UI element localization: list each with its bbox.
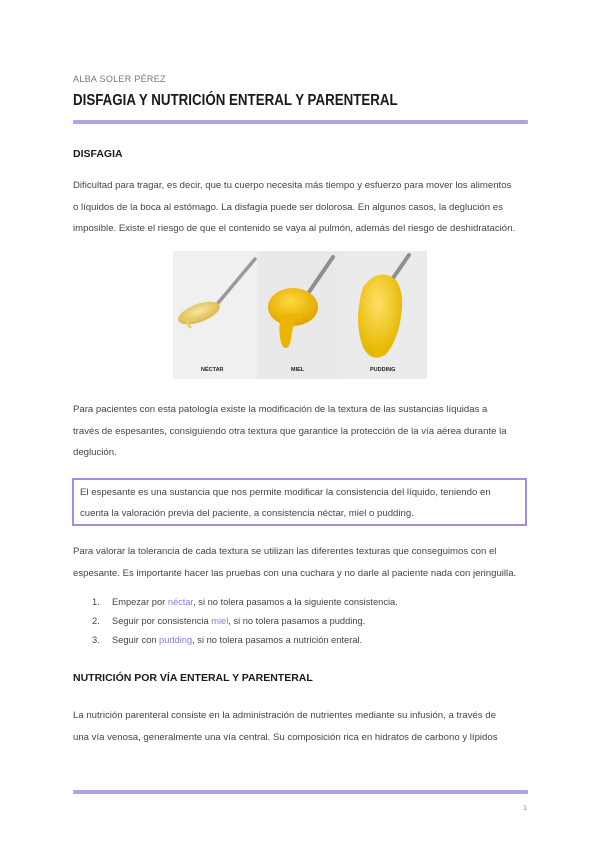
list-text: , si no tolera pasamos a pudding. bbox=[228, 616, 366, 626]
header-rule bbox=[73, 120, 528, 124]
list-number: 3. bbox=[92, 635, 100, 645]
tolerance-paragraph bbox=[73, 541, 528, 584]
list-item bbox=[92, 635, 398, 654]
list-number: 2. bbox=[92, 616, 100, 626]
list-text: Seguir con bbox=[112, 635, 160, 645]
paragraph-line: deglución. bbox=[73, 447, 117, 458]
intro-line: o líquidos de la boca al estómago. La disfagia puede ser dolorosa. En algunos casos, la deglución es bbox=[73, 201, 503, 213]
highlight-pudding: pudding bbox=[159, 635, 193, 645]
list-text: Empezar por bbox=[112, 597, 168, 607]
figure-label-nectar: NÉCTAR bbox=[201, 367, 224, 373]
intro-line: Dificultad para tragar, es decir, que tu cuerpo necesita más tiempo y esfuerzo para mover los alimentos bbox=[73, 180, 512, 191]
spoons-image bbox=[173, 251, 427, 379]
list-number: 1. bbox=[92, 597, 100, 607]
nutrition-paragraph bbox=[73, 705, 528, 748]
list-text: , si no tolera pasamos a nutrición enteral. bbox=[192, 635, 363, 645]
callout-line: El espesante es una sustancia que nos permite modificar la consistencia del líquido, teniendo en bbox=[80, 487, 491, 498]
highlight-miel: miel bbox=[211, 616, 229, 626]
list-item bbox=[92, 616, 398, 635]
list-item bbox=[92, 597, 398, 616]
section-heading-nutricion: NUTRICIÓN POR VÍA ENTERAL Y PARENTERAL bbox=[73, 672, 313, 684]
page-number: 1 bbox=[523, 803, 528, 812]
paragraph-line: La nutrición parenteral consiste en la administración de nutrientes mediante su infusión, a través de bbox=[73, 710, 496, 721]
intro-line: imposible. Existe el riesgo de que el contenido se vaya al pulmón, además del riesgo de deshidratación. bbox=[73, 223, 516, 234]
document-title: DISFAGIA Y NUTRICIÓN ENTERAL Y PARENTERAL bbox=[73, 92, 398, 109]
figure-label-pudding: PUDDING bbox=[370, 367, 396, 373]
steps-list bbox=[92, 597, 398, 654]
intro-paragraph bbox=[73, 175, 528, 240]
texture-photo bbox=[173, 251, 427, 379]
paragraph-line: una vía venosa, generalmente una vía central. Su composición rica en hidratos de carbono y lípidos bbox=[73, 731, 498, 743]
list-text: Seguir por consistencia bbox=[112, 616, 212, 626]
highlight-nectar: néctar bbox=[167, 597, 194, 607]
section-heading-disfagia: DISFAGIA bbox=[73, 148, 123, 160]
author-name: ALBA SOLER PÉREZ bbox=[73, 74, 166, 84]
callout-box bbox=[72, 478, 527, 526]
paragraph-line: Para valorar la tolerancia de cada textura se utilizan las diferentes texturas que conseguimos con el bbox=[73, 546, 497, 557]
paragraph-line: través de espesantes, consiguiendo otra textura que garantice la protección de la vía aérea durante la bbox=[73, 425, 507, 437]
thickener-paragraph bbox=[73, 399, 528, 464]
figure-label-miel: MIEL bbox=[291, 367, 305, 373]
paragraph-line: espesante. Es importante hacer las pruebas con una cuchara y no darle al paciente nada con jeringuilla. bbox=[73, 567, 517, 579]
list-text: , si no tolera pasamos a la siguiente consistencia. bbox=[193, 597, 398, 607]
paragraph-line: Para pacientes con esta patología existe la modificación de la textura de las sustancias líquidas a bbox=[73, 404, 488, 415]
footer-rule bbox=[73, 790, 528, 794]
callout-line: cuenta la valoración previa del paciente, a consistencia néctar, miel o pudding. bbox=[80, 508, 414, 519]
